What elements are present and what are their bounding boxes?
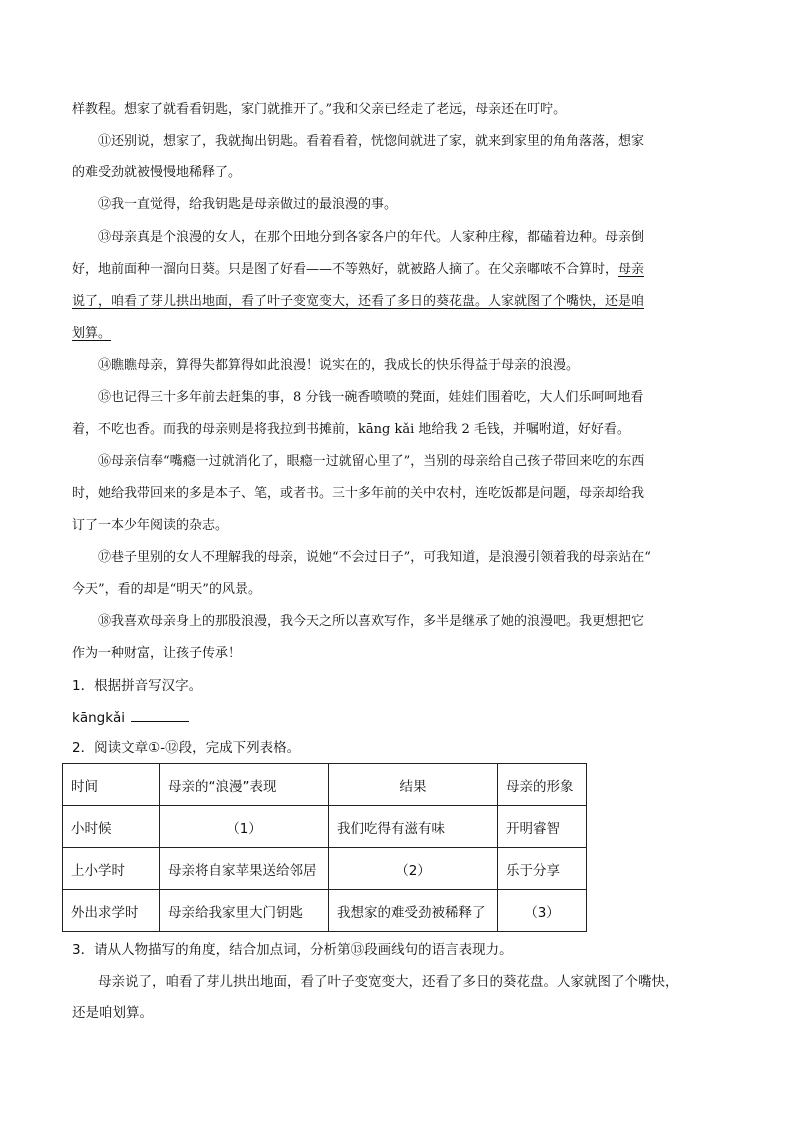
paragraph-13-line-1: ⑬母亲真是个浪漫的女人，在那个田地分到各家各户的年代。人家种庄稼，都磕着边种。母亲倒 <box>98 230 645 245</box>
question-1-answer-line <box>72 707 732 728</box>
paragraph-18-line-2: 作为一种财富，让孩子传承！ <box>72 646 242 661</box>
table-row <box>63 890 587 932</box>
underlined-sentence-line-1: 说了，咱看了芽儿拱出地面，看了叶子变宽变大，还看了多日的葵花盘。人家就图了个嘴快，还是咱 <box>72 294 645 309</box>
answer-blank-cell[interactable]: （1） <box>160 806 329 848</box>
underlined-sentence-start: 母亲 <box>618 262 645 277</box>
paragraph-16-line-1: ⑯母亲信奉“嘴瘾一过就消化了，眼瘾一过就留心里了”，当别的母亲给自己孩子带回来吃的东西 <box>98 454 645 469</box>
table-row <box>63 848 587 890</box>
underlined-sentence-line-2: 划算。 <box>72 326 112 341</box>
question-3-quote-line-2: 还是咱划算。 <box>72 1005 153 1021</box>
paragraph-16-line-3: 订了一本少年阅读的杂志。 <box>72 518 229 533</box>
question-2: 2．阅读文章①-⑫段，完成下列表格。 <box>72 740 301 756</box>
paragraph-12: ⑫我一直觉得，给我钥匙是母亲做过的最浪漫的事。 <box>98 197 398 212</box>
table-cell: 我们吃得有滋有味 <box>329 806 498 848</box>
paragraph-15-line-2: 着，不吃也香。而我的母亲则是将我拉到书摊前，kāng kǎi 地给我 2 毛钱，并嘱咐道，好好看。 <box>72 422 630 437</box>
table-cell: 母亲给我家里大门钥匙 <box>160 890 329 932</box>
table-cell: 上小学时 <box>63 848 160 890</box>
paragraph-15-line-1: ⑮也记得三十多年前去赶集的事，8 分钱一碗香喷喷的凳面，娃娃们围着吃，大人们乐呵呵地看 <box>98 390 644 405</box>
paragraph-16-line-2: 时，她给我带回来的多是本子、笔，或者书。三十多年前的关中农村，连吃饭都是问题，母亲却给我 <box>72 486 645 501</box>
answer-blank-cell[interactable]: （2） <box>329 848 498 890</box>
paragraph-14: ⑭瞧瞧母亲，算得失都算得如此浪漫！说实在的，我成长的快乐得益于母亲的浪漫。 <box>98 358 580 373</box>
paragraph-17-line-2: 今天”，看的却是“明天”的风景。 <box>72 582 261 597</box>
question-3: 3．请从人物描写的角度，结合加点词，分析第⑬段画线句的语言表现力。 <box>72 942 513 958</box>
table-cell: 我想家的难受劲被稀释了 <box>329 890 498 932</box>
paragraph-18-line-1: ⑱我喜欢母亲身上的那股浪漫，我今天之所以喜欢写作，多半是继承了她的浪漫吧。我更想把它 <box>98 614 645 629</box>
paragraph-11-line-1: ⑪还别说，想家了，我就掏出钥匙。看着看着，恍惚间就进了家，就来到家里的角角落落，想家 <box>98 134 645 149</box>
pinyin-prompt: kāngkǎi <box>72 710 126 726</box>
table-header-cell: 结果 <box>329 764 498 806</box>
paragraph-13-line-2-text: 好，地前面种一溜向日葵。只是图了好看——不等熟好，就被路人摘了。在父亲嘟哝不合算时， <box>72 262 619 277</box>
table-cell: 外出求学时 <box>63 890 160 932</box>
table-header-row <box>63 764 587 806</box>
table-cell: 乐于分享 <box>498 848 587 890</box>
table-cell: 开明睿智 <box>498 806 587 848</box>
passage-line: 样教程。想家了就看看钥匙，家门就推开了。”我和父亲已经走了老远，母亲还在叮咛。 <box>72 102 567 117</box>
answer-table <box>62 763 587 932</box>
paragraph-11-line-2: 的难受劲就被慢慢地稀释了。 <box>72 165 242 180</box>
table-cell: 母亲将自家苹果送给邻居 <box>160 848 329 890</box>
paragraph-17-line-1: ⑰巷子里别的女人不理解我的母亲，说她“不会过日子”，可我知道，是浪漫引领着我的母亲站在“ <box>98 550 651 565</box>
table-cell: 小时候 <box>63 806 160 848</box>
table-row <box>63 806 587 848</box>
question-3-quote-line-1: 母亲说了，咱看了芽儿拱出地面，看了叶子变宽变大，还看了多日的葵花盘。人家就图了个嘴快， <box>98 974 679 990</box>
question-1: 1．根据拼音写汉字。 <box>72 678 203 694</box>
table-header-cell: 母亲的“浪漫”表现 <box>160 764 329 806</box>
answer-blank-cell[interactable]: （3） <box>498 890 587 932</box>
paragraph-13-line-2 <box>72 260 732 280</box>
table-header-cell: 时间 <box>63 764 160 806</box>
answer-blank[interactable] <box>131 707 189 722</box>
table-header-cell: 母亲的形象 <box>498 764 587 806</box>
